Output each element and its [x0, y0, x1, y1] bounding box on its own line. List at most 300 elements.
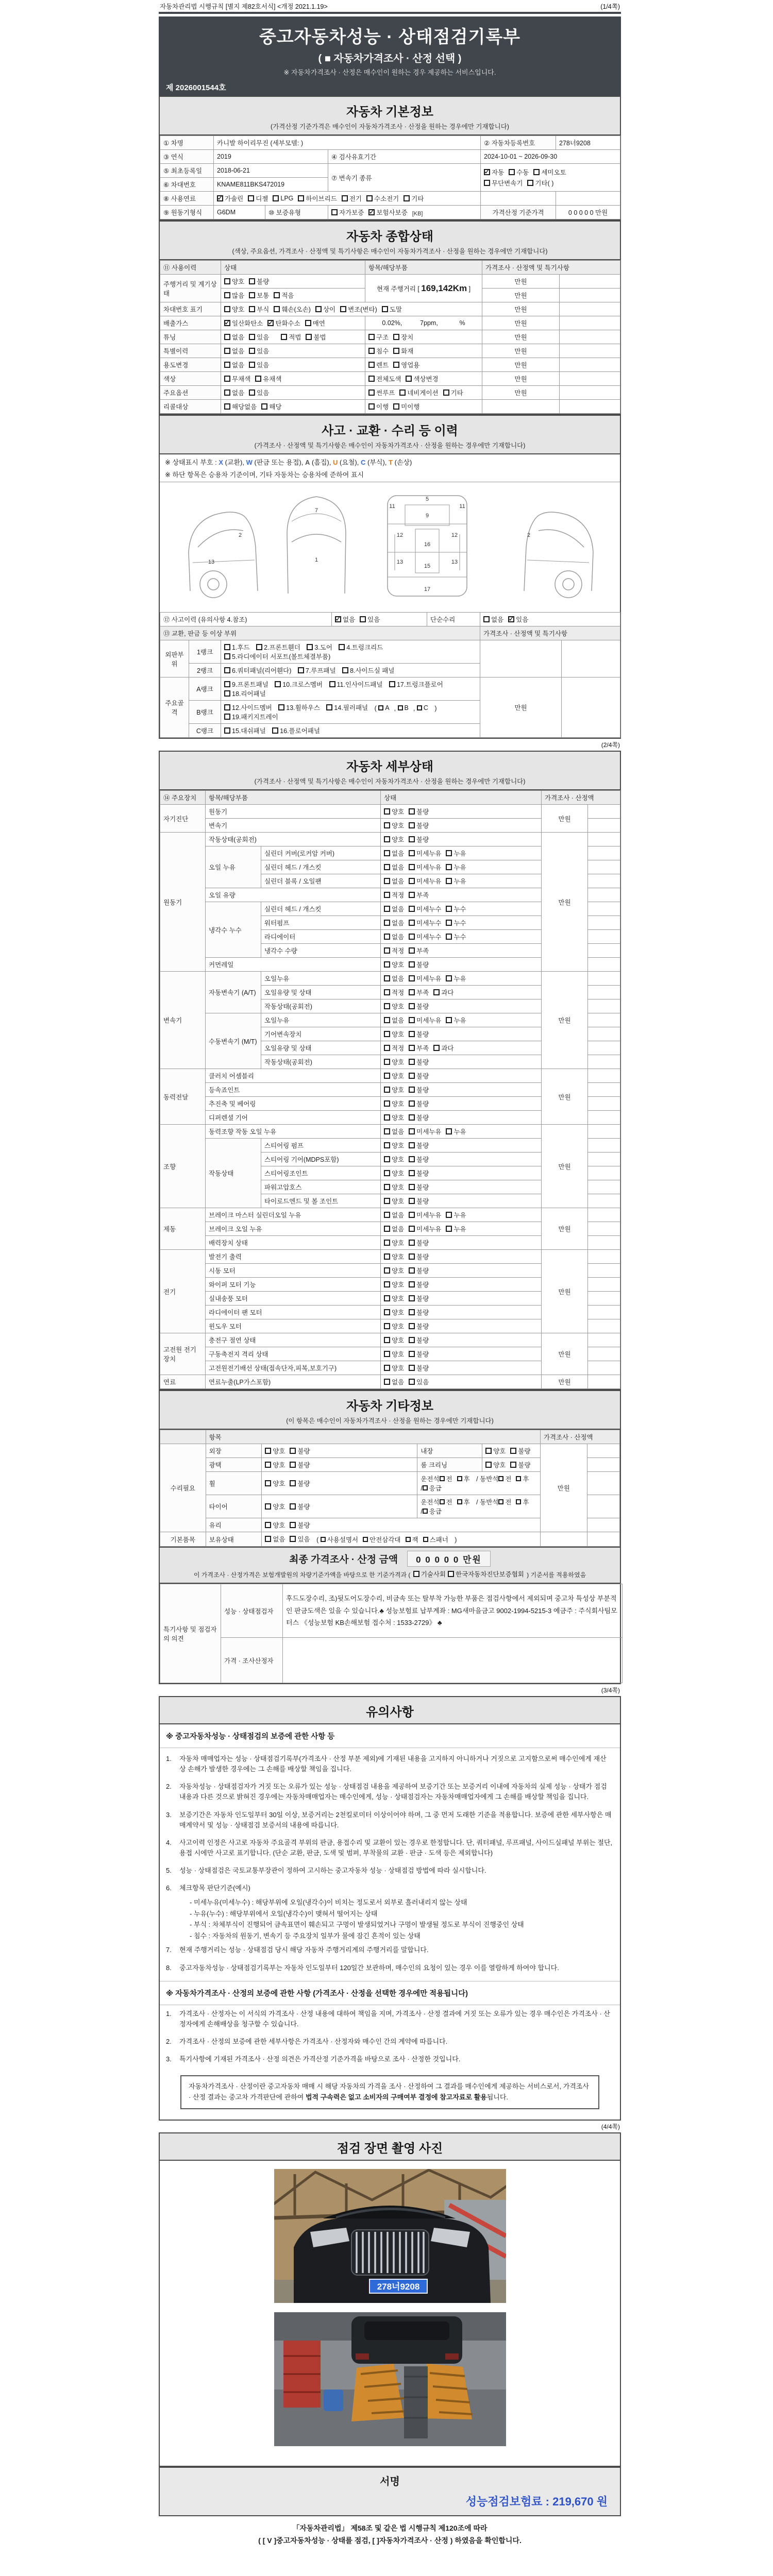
note-cell	[588, 1180, 620, 1194]
checkbox-없음[interactable]: 없음	[483, 615, 503, 624]
item-label: 라디에이터	[261, 930, 381, 944]
checkbox-훼손(오손)[interactable]: 훼손(오손)	[274, 304, 311, 314]
checkbox-양호[interactable]: 양호	[384, 1155, 404, 1164]
device-label: 연료	[160, 1375, 206, 1389]
checkbox-한국자동차진단보증협회[interactable]: 한국자동차진단보증협회	[448, 1569, 524, 1579]
panel-number-9: 9	[425, 513, 429, 519]
checkbox-있음[interactable]: ✓ 있음	[508, 615, 528, 624]
checkbox-누수[interactable]: 누수	[446, 918, 466, 927]
state-options	[381, 1125, 542, 1139]
checkbox-불량[interactable]: 불량	[409, 1321, 429, 1331]
checkbox-적정[interactable]: 적정	[384, 946, 404, 955]
checkbox-불량[interactable]: 불량	[409, 1335, 429, 1345]
checkbox-C[interactable]: C	[417, 704, 428, 711]
checkbox-과다[interactable]: 과다	[433, 988, 453, 997]
state-options	[381, 1264, 542, 1278]
checkbox-없음[interactable]: 없음	[384, 904, 404, 913]
checkbox-해당[interactable]: 해당	[261, 402, 281, 411]
recall-options	[221, 400, 365, 414]
checkbox-없음[interactable]: 없음	[224, 346, 244, 355]
state-options	[381, 1333, 542, 1347]
checkbox-19.패키지트레이[interactable]: 19.패키지트레이	[224, 712, 278, 721]
checkbox-양호[interactable]: 양호	[384, 1363, 404, 1372]
checkbox-양호[interactable]: 양호	[384, 1071, 404, 1080]
other-row	[160, 1444, 620, 1458]
checkbox-적정[interactable]: 적정	[384, 988, 404, 997]
checkbox-있음[interactable]: 있음	[249, 332, 269, 342]
state-options	[381, 1097, 542, 1111]
checkbox-없음[interactable]: 없음	[224, 388, 244, 397]
device-label: 원동기	[160, 833, 206, 972]
checkbox-전[interactable]: 전	[440, 1497, 452, 1506]
checkbox-세미오토[interactable]: 세미오토	[533, 167, 566, 177]
checkbox-양호[interactable]: 양호	[265, 1520, 285, 1530]
checkbox-부족[interactable]: 부족	[409, 890, 429, 900]
checkbox-누유[interactable]: 누유	[446, 1015, 466, 1025]
state-options	[381, 1166, 542, 1180]
vin-label: ⑥ 차대번호	[160, 178, 214, 192]
checkbox-미세누유[interactable]: 미세누유	[409, 849, 441, 858]
checkbox-양호[interactable]: 양호	[224, 277, 244, 286]
warranty-label: ⑩ 보증유형	[265, 206, 328, 219]
checkbox-양호[interactable]: 양호	[384, 807, 404, 816]
checkbox-14.필러패널[interactable]: 14.필러패널	[326, 703, 368, 712]
item-label: 실린더 커버(로커암 커버)	[261, 846, 381, 860]
checkbox-양호[interactable]: 양호	[384, 1321, 404, 1331]
checkbox-미세누수[interactable]: 미세누수	[409, 904, 441, 913]
checkbox-상이[interactable]: 상이	[315, 304, 335, 314]
checkbox-양호[interactable]: 양호	[384, 1085, 404, 1094]
checkbox-누수[interactable]: 누수	[446, 904, 466, 913]
checkbox-미세누유[interactable]: 미세누유	[409, 1224, 441, 1233]
checkbox-양호[interactable]: 양호	[384, 1113, 404, 1122]
checkbox-불량[interactable]: 불량	[409, 1196, 429, 1206]
checkbox-있음[interactable]: 있음	[409, 1377, 429, 1386]
detail-row	[160, 805, 620, 819]
simple-repair-options	[480, 613, 620, 626]
final-price-row	[160, 1547, 620, 1584]
checkbox-양호[interactable]: 양호	[384, 1002, 404, 1011]
section-basic-info	[159, 96, 621, 221]
panel-number-11: 11	[389, 503, 395, 510]
checkbox-자가보증[interactable]: 자가보증	[331, 208, 364, 217]
checkbox-불량[interactable]: 불량	[409, 1099, 429, 1108]
checkbox-양호[interactable]: 양호	[265, 1460, 285, 1469]
overall-state-title: 자동차 종합상태	[346, 230, 433, 244]
checkbox-9.프론트패널[interactable]: 9.프론트패널	[224, 680, 268, 689]
detail-state-title: 자동차 세부상태	[346, 760, 433, 774]
note-cell	[588, 1097, 620, 1111]
checkbox-불량[interactable]: 불량	[409, 1252, 429, 1261]
checkbox-없음[interactable]: 없음	[384, 876, 404, 886]
state-options	[381, 819, 542, 833]
item-label: 타이어	[206, 1495, 262, 1518]
other-row	[160, 1532, 620, 1547]
checkbox-있음[interactable]: 있음	[290, 1534, 310, 1544]
checkbox-양호[interactable]: 양호	[384, 1029, 404, 1039]
checkbox-일산화탄소[interactable]: ✓ 일산화탄소	[224, 318, 263, 328]
checkbox-불량[interactable]: 불량	[290, 1460, 310, 1469]
checkbox-불량[interactable]: 불량	[510, 1460, 530, 1469]
checkbox-있음[interactable]: 있음	[360, 615, 380, 624]
checkbox-10.크로스멤버[interactable]: 10.크로스멤버	[275, 680, 323, 689]
checkbox-불량[interactable]: 불량	[409, 821, 429, 830]
checkbox-기타[interactable]: 기타	[443, 388, 463, 397]
checkbox-전[interactable]: 전	[440, 1474, 452, 1483]
empty-cell	[556, 192, 620, 206]
checkbox-양호[interactable]: 양호	[265, 1479, 285, 1488]
checkbox-미세누수[interactable]: 미세누수	[409, 918, 441, 927]
checkbox-누수[interactable]: 누수	[446, 932, 466, 941]
checkbox-양호[interactable]: 양호	[384, 1099, 404, 1108]
checkbox-불량[interactable]: 불량	[249, 277, 269, 286]
checkbox-해당없음[interactable]: 해당없음	[224, 402, 257, 411]
note-cell	[588, 1153, 620, 1166]
mileage-label: 주행거리 및 계기상태	[160, 275, 221, 302]
checkbox-2.프론트휀더[interactable]: 2.프론트휀더	[256, 642, 300, 652]
state-options	[381, 1306, 542, 1319]
state-options	[381, 999, 542, 1013]
checkbox-양호[interactable]: 양호	[384, 1349, 404, 1359]
checkbox-색상변경[interactable]: 색상변경	[406, 374, 438, 383]
note-cell	[588, 1013, 620, 1027]
current-mileage: 169,142Km	[421, 283, 467, 293]
checkbox-양호[interactable]: 양호	[384, 1266, 404, 1275]
note-cell	[588, 1125, 620, 1139]
item-label: 광택	[206, 1458, 262, 1472]
checkbox-없음[interactable]: 없음	[384, 849, 404, 858]
checkbox-누유[interactable]: 누유	[446, 876, 466, 886]
note-cell	[588, 1264, 620, 1278]
checkbox-양호[interactable]: 양호	[384, 1238, 404, 1247]
note-cell	[587, 1444, 619, 1458]
price-cell: 만원	[542, 1250, 588, 1333]
checkbox-불량[interactable]: 불량	[409, 1113, 429, 1122]
checkbox-유채색[interactable]: 유채색	[255, 374, 281, 383]
checkbox-불량[interactable]: 불량	[409, 1308, 429, 1317]
checkbox-부식[interactable]: 부식	[249, 304, 269, 314]
checkbox-없음[interactable]: 없음	[224, 360, 244, 369]
checkbox-불량[interactable]: 불량	[409, 1085, 429, 1094]
checkbox-양호[interactable]: 양호	[384, 960, 404, 969]
checkbox-누유[interactable]: 누유	[446, 1224, 466, 1233]
item-label: 연료누출(LP가스포함)	[206, 1375, 381, 1389]
checkbox-미세누유[interactable]: 미세누유	[409, 1015, 441, 1025]
checkbox-8.사이드실 패널[interactable]: 8.사이드실 패널	[342, 666, 394, 675]
checkbox-양호[interactable]: 양호	[384, 1141, 404, 1150]
note-cell	[560, 289, 620, 302]
checkbox-불량[interactable]: 불량	[510, 1446, 530, 1455]
checkbox-17.트렁크플로어[interactable]: 17.트렁크플로어	[389, 680, 443, 689]
notice-subitem: - 누유(누수) : 해당부위에서 오일(냉각수)이 맺혀서 떨어지는 상태	[190, 1909, 378, 1918]
panel-row	[160, 640, 620, 664]
detail-row	[160, 1208, 620, 1222]
checkbox-장치[interactable]: 장치	[393, 332, 413, 342]
checkbox-양호[interactable]: 양호	[485, 1460, 506, 1469]
checkbox-6.쿼터패널(리어휀다)[interactable]: 6.쿼터패널(리어휀다)	[224, 666, 291, 675]
checkbox-미세누유[interactable]: 미세누유	[409, 862, 441, 872]
checkbox-누유[interactable]: 누유	[446, 849, 466, 858]
checkbox-가솔린[interactable]: ✓ 가솔린	[217, 194, 243, 203]
checkbox-불량[interactable]: 불량	[290, 1502, 310, 1511]
price-cell: 만원	[542, 833, 588, 972]
checkbox-후[interactable]: 후	[457, 1474, 470, 1483]
item-label: 실내송풍 모터	[206, 1292, 381, 1306]
checkbox-전[interactable]: 전	[498, 1474, 511, 1483]
checkbox-누유[interactable]: 누유	[446, 862, 466, 872]
checkbox-없음[interactable]: 없음	[384, 974, 404, 983]
checkbox-13.휠하우스[interactable]: 13.휠하우스	[278, 703, 320, 712]
checkbox-양호[interactable]: 양호	[384, 1182, 404, 1192]
checkbox-스패너[interactable]: 스패너	[423, 1535, 448, 1544]
checkbox-미세누수[interactable]: 미세누수	[409, 932, 441, 941]
checkbox-양호[interactable]: 양호	[384, 1308, 404, 1317]
checkbox-없음[interactable]: 없음	[384, 862, 404, 872]
checkbox-매연[interactable]: 매연	[305, 318, 325, 328]
note-cell	[588, 1208, 620, 1222]
checkbox-응급[interactable]: 응급	[423, 1483, 442, 1493]
checkbox-5.라디에이터 서포트(볼트체결부품)[interactable]: 5.라디에이터 서포트(볼트체결부품)	[224, 652, 330, 661]
checkbox-없음[interactable]: 없음	[384, 1127, 404, 1136]
checkbox-많음[interactable]: 많음	[224, 291, 244, 300]
checkbox-없음[interactable]: 없음	[384, 1377, 404, 1386]
checkbox-보통[interactable]: 보통	[249, 291, 269, 300]
checkbox-전체도색[interactable]: 전체도색	[368, 374, 401, 383]
note-cell	[588, 1292, 620, 1306]
checkbox-디젤[interactable]: 디젤	[248, 194, 268, 203]
checkbox-영업용[interactable]: 영업용	[393, 360, 419, 369]
checkbox-불량[interactable]: 불량	[409, 1294, 429, 1303]
checkbox-없음[interactable]: 없음	[384, 918, 404, 927]
symbol-X: X	[219, 459, 223, 466]
state-options	[381, 1027, 542, 1041]
checkbox-도말[interactable]: 도말	[382, 304, 402, 314]
state-options	[262, 1518, 541, 1532]
checkbox-미세누유[interactable]: 미세누유	[409, 1210, 441, 1219]
checkbox-없음[interactable]: 없음	[384, 1015, 404, 1025]
page-marker-3: (3/4쪽)	[601, 1687, 620, 1694]
item-label: 유리	[206, 1518, 262, 1532]
checkbox-하이브리드[interactable]: 하이브리드	[298, 194, 337, 203]
checkbox-침수[interactable]: 침수	[368, 346, 389, 355]
checkbox-수소전기[interactable]: 수소전기	[366, 194, 399, 203]
recall-label: 리콜대상	[160, 400, 221, 414]
checkbox-있음[interactable]: 있음	[249, 360, 269, 369]
checkbox-자동[interactable]: ✓ 자동	[484, 167, 504, 177]
checkbox-없음[interactable]: 없음	[265, 1534, 285, 1544]
sub-label: 작동상태	[206, 1139, 261, 1208]
checkbox-누유[interactable]: 누유	[446, 1127, 466, 1136]
checkbox-화재[interactable]: 화재	[393, 346, 413, 355]
note-cell	[588, 944, 620, 958]
checkbox-불량[interactable]: 불량	[409, 1071, 429, 1080]
checkbox-미세누유[interactable]: 미세누유	[409, 876, 441, 886]
checkbox-탄화수소[interactable]: ✓ 탄화수소	[267, 318, 300, 328]
checkbox-누유[interactable]: 누유	[446, 974, 466, 983]
note-cell	[560, 372, 620, 386]
checkbox-사용설명서[interactable]: 사용설명서	[321, 1535, 358, 1544]
notice-item: 4. 사고이력 인정은 사고로 자동차 주요골격 부위의 판금, 용접수리 및 교환이 있는 경우로 한정합니다. 단, 쿼터패널, 루프패널, 사이드실패널 부위는 절단, 용접 시에만 사고로 표기합니다. (단순 교환, 판금, 도색 및 범퍼, 부착물의 교환 · 판금 · 도색 등은 제외합니다)	[166, 1838, 613, 1857]
checkbox-불량[interactable]: 불량	[290, 1520, 310, 1530]
checkbox-7.루프패널[interactable]: 7.루프패널	[298, 666, 336, 675]
checkbox-누유[interactable]: 누유	[446, 1210, 466, 1219]
checkbox-양호[interactable]: 양호	[265, 1446, 285, 1455]
price-cell: 만원	[542, 1208, 588, 1250]
checkbox-양호[interactable]: 양호	[384, 1168, 404, 1178]
checkbox-수동[interactable]: 수동	[509, 167, 529, 177]
checkbox-있음[interactable]: 있음	[249, 388, 269, 397]
checkbox-부족[interactable]: 부족	[409, 988, 429, 997]
checkbox-양호[interactable]: 양호	[384, 1335, 404, 1345]
item-label: 고전원전기배선 상태(접속단자,피복,보호기구)	[206, 1361, 381, 1375]
checkbox-불량[interactable]: 불량	[409, 1349, 429, 1359]
checkbox-이행[interactable]: 이행	[368, 402, 389, 411]
checkbox-불량[interactable]: 불량	[409, 1029, 429, 1039]
checkbox-부족[interactable]: 부족	[409, 946, 429, 955]
state-options	[381, 972, 542, 986]
checkbox-불량[interactable]: 불량	[409, 1280, 429, 1289]
checkbox-양호[interactable]: 양호	[384, 1294, 404, 1303]
checkbox-없음[interactable]: ✓ 없음	[335, 615, 355, 624]
checkbox-후[interactable]: 후	[516, 1497, 529, 1506]
checkbox-A[interactable]: A	[378, 704, 389, 711]
checkbox-LPG[interactable]: LPG	[273, 195, 293, 202]
checkbox-적법[interactable]: 적법	[281, 332, 301, 342]
item-label: 외장	[206, 1444, 262, 1458]
checkbox-미세누유[interactable]: 미세누유	[409, 1127, 441, 1136]
title-box	[159, 12, 621, 96]
checkbox-없음[interactable]: 없음	[384, 1210, 404, 1219]
checkbox-양호[interactable]: 양호	[384, 1057, 404, 1066]
checkbox-과다[interactable]: 과다	[433, 1043, 453, 1053]
section-overall-state	[159, 221, 621, 415]
checkbox-무채색[interactable]: 무채색	[224, 374, 250, 383]
checkbox-안전삼각대[interactable]: 안전삼각대	[363, 1535, 400, 1544]
checkbox-3.도어[interactable]: 3.도어	[307, 642, 332, 652]
checkbox-기타( )[interactable]: 기타( )	[527, 178, 553, 188]
color-options	[221, 372, 365, 386]
checkbox-불량[interactable]: 불량	[290, 1479, 310, 1488]
detail-row	[160, 1069, 620, 1083]
note-cell	[588, 1027, 620, 1041]
checkbox-불량[interactable]: 불량	[409, 1002, 429, 1011]
checkbox-15.대쉬패널[interactable]: 15.대쉬패널	[224, 726, 266, 735]
checkbox-16.플로어패널[interactable]: 16.플로어패널	[272, 726, 320, 735]
checkbox-없음[interactable]: 없음	[384, 1224, 404, 1233]
checkbox-양호[interactable]: 양호	[224, 304, 244, 314]
note-cell	[588, 1139, 620, 1153]
checkbox-부족[interactable]: 부족	[409, 1043, 429, 1053]
note-cell	[588, 930, 620, 944]
note-cell	[588, 1166, 620, 1180]
checkbox-없음[interactable]: 없음	[224, 332, 244, 342]
checkbox-불량[interactable]: 불량	[409, 1141, 429, 1150]
checkbox-불량[interactable]: 불량	[409, 1266, 429, 1275]
checkbox-불량[interactable]: 불량	[409, 1363, 429, 1372]
checkbox-구조[interactable]: 구조	[368, 332, 389, 342]
checkbox-무단변속기[interactable]: 무단변속기	[484, 178, 523, 188]
checkbox-양호[interactable]: 양호	[384, 1252, 404, 1261]
price-cell: 만원	[480, 677, 562, 738]
item-label: 실린더 헤드 / 개스킷	[261, 902, 381, 916]
checkbox-18.리어패널[interactable]: 18.리어패널	[224, 689, 266, 698]
checkbox-적음[interactable]: 적음	[274, 291, 294, 300]
checkbox-후[interactable]: 후	[457, 1497, 470, 1506]
checkbox-불량[interactable]: 불량	[409, 1182, 429, 1192]
checkbox-양호[interactable]: 양호	[384, 1280, 404, 1289]
checkbox-불량[interactable]: 불량	[409, 1168, 429, 1178]
checkbox-적정[interactable]: 적정	[384, 1043, 404, 1053]
checkbox-양호[interactable]: 양호	[384, 835, 404, 844]
checkbox-불량[interactable]: 불량	[409, 1057, 429, 1066]
checkbox-네비게이션[interactable]: 네비게이션	[399, 388, 438, 397]
checkbox-보험사보증[interactable]: ✓ 보험사보증	[368, 208, 407, 217]
checkbox-있음[interactable]: 있음	[249, 346, 269, 355]
reg-no-value: 278너9208	[556, 136, 620, 150]
checkbox-불량[interactable]: 불량	[409, 1155, 429, 1164]
checkbox-적정[interactable]: 적정	[384, 890, 404, 900]
col-item: 항목	[206, 1430, 540, 1444]
checkbox-1.후드[interactable]: 1.후드	[224, 642, 250, 652]
checkbox-전[interactable]: 전	[498, 1497, 511, 1506]
checkbox-응급[interactable]: 응급	[423, 1506, 442, 1516]
notice-section2-title: ※ 자동차가격조사 · 산정의 보증에 관한 사항 (가격조사 · 산정을 선택한 경우에만 적용됩니다)	[160, 1981, 620, 2005]
checkbox-불법[interactable]: 불법	[306, 332, 326, 342]
checkbox-후[interactable]: 후	[516, 1474, 529, 1483]
panel-number-2: 2	[527, 532, 531, 538]
checkbox-없음[interactable]: 없음	[384, 932, 404, 941]
notice-item: 1. 자동차 매매업자는 성능 · 상태점검기록부(가격조사 · 산정 부분 제외)에 기재된 내용을 고지하지 아니하거나 거짓으로 고지함으로써 매수인에게 재산상 손해가 발생한 경우에는 그 손해를 배상할 책임을 집니다.	[166, 1755, 607, 1773]
empty-header	[160, 1430, 206, 1444]
checkbox-잭[interactable]: 잭	[406, 1535, 418, 1544]
checkbox-양호[interactable]: 양호	[384, 1196, 404, 1206]
checkbox-불량[interactable]: 불량	[290, 1446, 310, 1455]
notice-body	[160, 1748, 620, 2120]
note-cell	[587, 1495, 619, 1518]
checkbox-불량[interactable]: 불량	[409, 1238, 429, 1247]
checkbox-전기[interactable]: 전기	[342, 194, 362, 203]
checkbox-양호[interactable]: 양호	[384, 821, 404, 830]
checkbox-렌트[interactable]: 렌트	[368, 360, 389, 369]
checkbox-미세누유[interactable]: 미세누유	[409, 974, 441, 983]
rank2-items	[221, 664, 480, 677]
transmission-options	[481, 164, 620, 192]
checkbox-불량[interactable]: 불량	[409, 807, 429, 816]
checkbox-미이행[interactable]: 미이행	[393, 402, 419, 411]
rank1-items	[221, 640, 480, 664]
simple-repair-label: 단순수리	[427, 613, 480, 626]
note-cell	[560, 358, 620, 372]
note-cell	[588, 1041, 620, 1055]
checkbox-기술사회[interactable]: 기술사회	[413, 1569, 446, 1579]
checkbox-12.사이드멤버[interactable]: 12.사이드멤버	[224, 703, 272, 712]
checkbox-썬루프[interactable]: 썬루프	[368, 388, 395, 397]
checkbox-4.트렁크리드[interactable]: 4.트렁크리드	[339, 642, 383, 652]
checkbox-양호[interactable]: 양호	[485, 1446, 506, 1455]
checkbox-11.인사이드패널[interactable]: 11.인사이드패널	[329, 680, 383, 689]
checkbox-불량[interactable]: 불량	[409, 835, 429, 844]
year-label: ③ 연식	[160, 150, 214, 164]
checkbox-기타[interactable]: 기타	[404, 194, 424, 203]
notice-subitem: - 부식 : 차체부식이 진행되어 금속표면이 훼손되고 구멍이 발생되었거나 구멍이 발생될 정도로 부식이 진행중인 상태	[190, 1921, 524, 1929]
checkbox-양호[interactable]: 양호	[265, 1502, 285, 1511]
detail-row	[160, 1250, 620, 1264]
checkbox-불량[interactable]: 불량	[409, 960, 429, 969]
price-appraisal-note-box: 자동차가격조사 · 산정이란 중고자동차 매매 시 해당 자동차의 가격을 조사 · 산정하여 그 결과를 매수인에게 제공하는 서비스로서, 가격조사 · 산정 결과는 중고차 가격판단에 관하여 법적 구속력은 없고 소비자의 구매여부 결정에 참고자료로 활용됩니다.	[180, 2075, 599, 2109]
checkbox-B[interactable]: B	[398, 704, 409, 711]
checkbox-변조(변타)[interactable]: 변조(변타)	[340, 304, 377, 314]
note-cell	[588, 888, 620, 902]
